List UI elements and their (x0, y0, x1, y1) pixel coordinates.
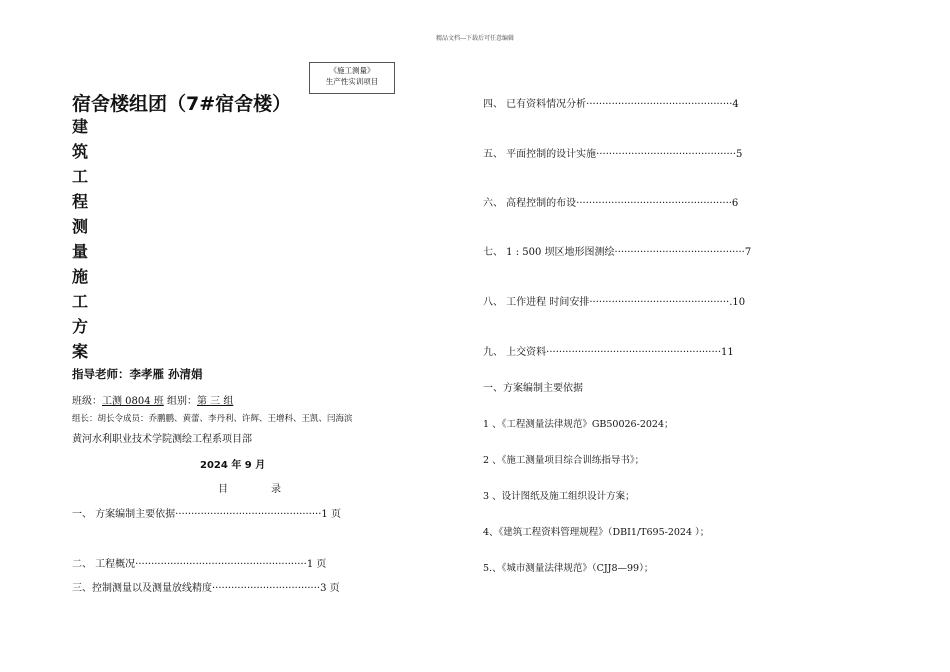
toc-item: 九、 上交资料·······················································11 (483, 347, 734, 358)
group-value: 第 三 组 (197, 396, 234, 407)
header-note: 精品文档---下载后可任意编辑 (435, 35, 515, 42)
vertical-title-char: 程 (72, 192, 89, 211)
group-label: 组别： (163, 396, 197, 407)
toc-item: 八、 工作进程 时间安排············································.10 (483, 297, 746, 308)
project-stamp-box (309, 62, 395, 94)
basis-item: 1 、《工程测量法律规范》GB50026-2024； (483, 419, 674, 430)
cover-title: 宿舍楼组团（7#宿舍楼） (72, 93, 292, 115)
basis-item: 2 、《施工测量项目综合训练指导书》； (483, 455, 645, 466)
stamp-line-1: 《施工测量》 (329, 66, 375, 75)
vertical-title-char: 建 (72, 117, 89, 136)
stamp-line-2: 生产性实训项目 (325, 77, 379, 86)
vertical-title-char: 案 (72, 342, 89, 361)
toc-item: 五、 平面控制的设计实施············································5 (483, 149, 743, 160)
department-line: 黄河水利职业技术学院测绘工程系项目部 (72, 434, 252, 445)
vertical-title-char: 测 (72, 217, 89, 236)
class-group-line (72, 392, 233, 407)
class-label: 班级： (72, 396, 102, 407)
vertical-title-char: 量 (72, 242, 89, 261)
vertical-title-char: 筑 (72, 142, 89, 161)
basis-item: 3 、设计图纸及施工组织设计方案； (483, 491, 635, 502)
toc-item: 二、 工程概况······················································1 页 (72, 559, 327, 570)
class-value: 工测 0804 班 (102, 396, 164, 407)
vertical-title-char: 方 (72, 317, 89, 336)
toc-item: 三、控制测量以及测量放线精度··································3 页 (72, 583, 340, 594)
basis-item: 4、《建筑工程资料管理规程》（DBI1/T695-2024 ）； (483, 527, 710, 538)
advisor-line: 指导老师：李孝雁 孙清娟 (72, 367, 203, 381)
vertical-title-char: 工 (72, 292, 89, 311)
vertical-title-char: 工 (72, 167, 89, 186)
vertical-title-char: 施 (72, 267, 89, 286)
toc-heading (218, 480, 282, 495)
toc-heading-left: 目 (218, 484, 229, 495)
members-line: 组长：胡长令成员：乔鹏鹏、黄蕾、李丹利、许辉、王增科、王凯、闫海滨 (72, 414, 353, 424)
toc-item: 一、 方案编制主要依据··············································1 页 (72, 509, 341, 520)
cover-date: 2024 年 9 月 (200, 460, 266, 471)
section-heading: 一、方案编制主要依据 (483, 383, 583, 394)
toc-heading-right: 录 (271, 484, 282, 495)
toc-item: 七、 1 : 500 坝区地形图测绘·········································7 (483, 247, 752, 258)
toc-item: 六、 高程控制的布设·················································6 (483, 198, 739, 209)
basis-item: 5.、《城市测量法律规范》（CJJ8—99）； (483, 563, 654, 574)
toc-item: 四、 已有资料情况分析··············································4 (483, 99, 739, 110)
